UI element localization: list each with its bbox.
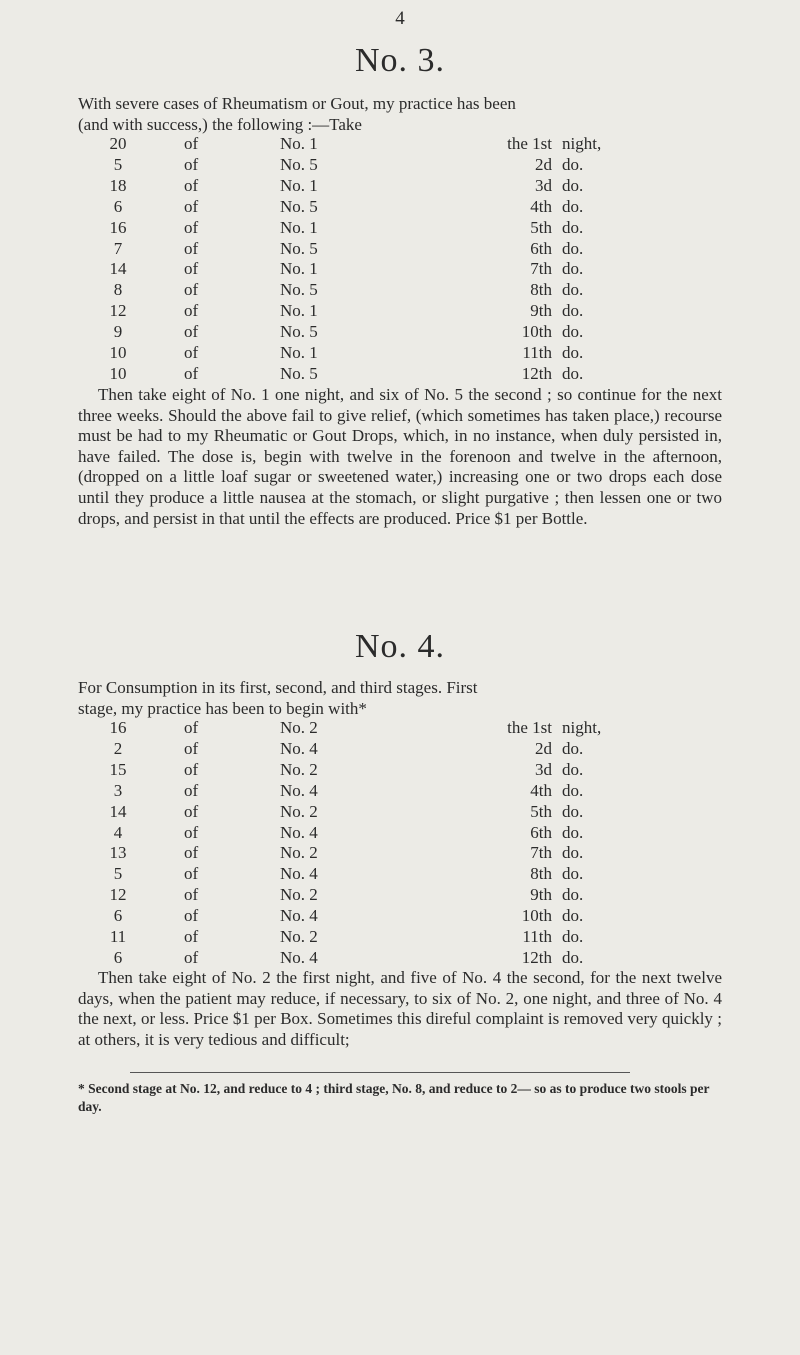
dose-day: 3d	[535, 175, 552, 195]
dose-unit: do.	[562, 906, 584, 926]
dose-unit: do.	[562, 238, 584, 258]
dose-of: of	[184, 843, 199, 863]
dose-number: No. 1	[280, 301, 318, 321]
section-4-heading: No. 4.	[354, 628, 446, 665]
dose-number: No. 2	[280, 927, 318, 946]
section-4-intro-line-2: stage, my practice has been to begin with*	[78, 698, 367, 718]
dose-quantity: 13	[109, 843, 127, 863]
dose-unit: do.	[562, 738, 584, 758]
dose-unit: do.	[562, 864, 584, 884]
dose-unit: do.	[562, 780, 584, 800]
section-4-intro-line-1: For Consumption in its first, second, and third stages. First	[78, 678, 478, 697]
dose-quantity: 14	[109, 801, 127, 821]
dose-quantity: 12	[109, 301, 127, 321]
dose-of: of	[184, 801, 199, 821]
dose-day: 7th	[530, 843, 552, 863]
dose-of: of	[184, 154, 199, 174]
dose-unit: do.	[562, 196, 584, 216]
dose-number: No. 1	[280, 259, 318, 279]
dose-quantity: 10	[109, 343, 127, 362]
dose-quantity: 6	[113, 906, 123, 926]
dose-day: 8th	[530, 280, 552, 300]
dose-quantity: 14	[109, 259, 127, 279]
dose-of: of	[184, 259, 199, 279]
dose-day: 2d	[535, 154, 552, 174]
dose-unit: do.	[562, 175, 584, 195]
dose-of: of	[184, 363, 199, 383]
dose-quantity: 18	[109, 175, 127, 195]
dose-row	[0, 322, 800, 342]
dose-number: No. 1	[280, 134, 318, 153]
dose-day: 4th	[530, 780, 552, 800]
dose-quantity: 7	[113, 238, 123, 258]
dose-of: of	[184, 947, 199, 967]
section-4-body: Then take eight of No. 2 the first night, and five of No. 4 the second, for the next twelve days, when the patient may reduce, if necessary, to six of No. 2, one night, and three of No. 4 the next, or less. Price $1 per Box. Sometimes this direful complaint is removed very quickly ; at others, it is very tedious and difficult;	[78, 968, 722, 1049]
dose-day: 9th	[530, 301, 552, 321]
section-3-heading: No. 3.	[354, 42, 446, 79]
dose-number: No. 2	[280, 843, 318, 863]
dose-unit: do.	[562, 843, 584, 863]
dose-row	[0, 343, 800, 363]
dose-of: of	[184, 301, 199, 321]
dose-quantity: 8	[113, 280, 123, 300]
dose-row	[0, 155, 800, 175]
dose-of: of	[184, 175, 199, 195]
dose-number: No. 4	[280, 738, 318, 758]
dose-unit: night,	[562, 718, 602, 737]
dose-unit: do.	[562, 759, 584, 779]
dose-unit: do.	[562, 947, 584, 967]
dose-row	[0, 906, 800, 926]
dose-row	[0, 802, 800, 822]
dose-of: of	[184, 759, 199, 779]
dose-number: No. 4	[280, 864, 318, 884]
dose-day: 11th	[522, 927, 552, 946]
dose-number: No. 1	[280, 175, 318, 195]
dose-unit: do.	[562, 801, 584, 821]
dose-number: No. 4	[280, 780, 318, 800]
dose-day: 3d	[535, 759, 552, 779]
dose-number: No. 5	[280, 363, 318, 383]
dose-number: No. 2	[280, 718, 318, 737]
dose-unit: do.	[562, 885, 584, 905]
dose-day: 10th	[521, 322, 552, 342]
dose-row	[0, 218, 800, 238]
dose-day: the 1st	[507, 718, 552, 737]
dose-quantity: 16	[109, 217, 127, 237]
dose-row	[0, 760, 800, 780]
dose-day: 5th	[530, 801, 552, 821]
dose-day: 11th	[522, 343, 552, 362]
dose-day: 12th	[521, 363, 552, 383]
dose-quantity: 6	[113, 947, 123, 967]
dose-quantity: 10	[109, 363, 127, 383]
dose-row	[0, 948, 800, 968]
dose-unit: do.	[562, 301, 584, 321]
section-3-intro-line-1: With severe cases of Rheumatism or Gout, my practice has been	[78, 94, 516, 113]
dose-quantity: 15	[109, 759, 127, 779]
dose-row	[0, 176, 800, 196]
dose-day: 5th	[530, 217, 552, 237]
dose-quantity: 6	[113, 196, 123, 216]
footnote: * Second stage at No. 12, and reduce to 4 ; third stage, No. 8, and reduce to 2— so as to produce two stools per day.	[78, 1081, 710, 1114]
dose-day: 12th	[521, 947, 552, 967]
dose-number: No. 2	[280, 759, 318, 779]
dose-row	[0, 364, 800, 384]
dose-unit: do.	[562, 822, 584, 842]
dose-unit: do.	[562, 363, 584, 383]
dose-of: of	[184, 343, 199, 362]
dose-number: No. 5	[280, 322, 318, 342]
dose-day: 9th	[530, 885, 552, 905]
dose-day: 6th	[530, 238, 552, 258]
section-4-intro	[78, 678, 722, 719]
section-3-intro-line-2: (and with success,) the following :—Take	[78, 114, 362, 134]
dose-row	[0, 739, 800, 759]
dose-row	[0, 823, 800, 843]
dose-row	[0, 280, 800, 300]
dose-quantity: 20	[109, 134, 127, 153]
dose-row	[0, 197, 800, 217]
dose-row	[0, 885, 800, 905]
dose-number: No. 5	[280, 280, 318, 300]
dose-of: of	[184, 864, 199, 884]
dose-of: of	[184, 217, 199, 237]
dose-unit: do.	[562, 259, 584, 279]
dose-day: the 1st	[507, 134, 552, 153]
dose-quantity: 5	[113, 154, 123, 174]
dose-day: 8th	[530, 864, 552, 884]
dose-number: No. 5	[280, 196, 318, 216]
dose-of: of	[184, 906, 199, 926]
dose-day: 4th	[530, 196, 552, 216]
dose-of: of	[184, 196, 199, 216]
footnote-divider	[130, 1072, 630, 1073]
dose-row	[0, 134, 800, 154]
dose-quantity: 4	[113, 822, 123, 842]
section-3-intro	[78, 94, 722, 135]
dose-number: No. 4	[280, 822, 318, 842]
dose-day: 6th	[530, 822, 552, 842]
dose-unit: do.	[562, 927, 584, 946]
dose-number: No. 1	[280, 343, 318, 362]
dose-of: of	[184, 738, 199, 758]
dose-row	[0, 718, 800, 738]
dose-row	[0, 239, 800, 259]
dose-quantity: 2	[113, 738, 123, 758]
dose-number: No. 2	[280, 885, 318, 905]
dose-of: of	[184, 238, 199, 258]
dose-quantity: 12	[109, 885, 127, 905]
dose-of: of	[184, 322, 199, 342]
dose-of: of	[184, 927, 199, 946]
dose-row	[0, 927, 800, 947]
dose-row	[0, 843, 800, 863]
dose-unit: do.	[562, 280, 584, 300]
dose-row	[0, 864, 800, 884]
dose-unit: night,	[562, 134, 602, 153]
dose-number: No. 4	[280, 947, 318, 967]
dose-day: 10th	[521, 906, 552, 926]
dose-row	[0, 301, 800, 321]
dose-of: of	[184, 718, 199, 737]
dose-unit: do.	[562, 343, 584, 362]
dose-quantity: 9	[113, 322, 123, 342]
dose-unit: do.	[562, 154, 584, 174]
dose-number: No. 4	[280, 906, 318, 926]
dose-quantity: 5	[113, 864, 123, 884]
dose-number: No. 1	[280, 217, 318, 237]
dose-day: 7th	[530, 259, 552, 279]
dose-number: No. 2	[280, 801, 318, 821]
section-3-body: Then take eight of No. 1 one night, and six of No. 5 the second ; so continue for the next three weeks. Should the above fail to give relief, (which sometimes has taken place,) recourse must be had to my Rheumatic or Gout Drops, which, in no instance, when duly persisted in, have failed. The dose is, begin with twelve in the forenoon and twelve in the afternoon, (dropped on a little loaf sugar or sweetened water,) increasing one or two drops each dose until they produce a little nausea at the stomach, or slight purgative ; then lessen one or two drops, and persist in that until the effects are produced. Price $1 per Bottle.	[78, 385, 722, 528]
dose-quantity: 3	[113, 780, 123, 800]
dose-of: of	[184, 885, 199, 905]
dose-of: of	[184, 780, 199, 800]
page-number: 4	[395, 8, 405, 29]
dose-unit: do.	[562, 322, 584, 342]
dose-day: 2d	[535, 738, 552, 758]
dose-of: of	[184, 280, 199, 300]
dose-row	[0, 781, 800, 801]
dose-quantity: 11	[109, 927, 127, 946]
dose-unit: do.	[562, 217, 584, 237]
dose-number: No. 5	[280, 154, 318, 174]
dose-of: of	[184, 134, 199, 153]
dose-number: No. 5	[280, 238, 318, 258]
dose-row	[0, 259, 800, 279]
dose-of: of	[184, 822, 199, 842]
dose-quantity: 16	[109, 718, 127, 737]
